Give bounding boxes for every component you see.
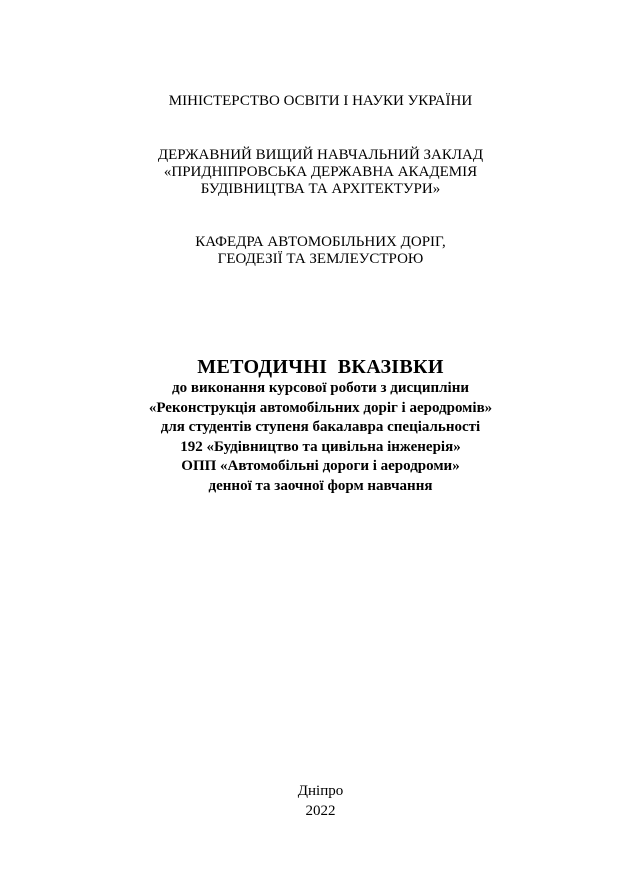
- subtitle-line-4: 192 «Будівництво та цивільна інженерія»: [180, 438, 461, 455]
- department-line-2: ГЕОДЕЗІЇ ТА ЗЕМЛЕУСТРОЮ: [217, 251, 424, 267]
- document-subtitle: [0, 379, 641, 496]
- subtitle-line-2: «Реконструкція автомобільних доріг і аеродромів»: [148, 399, 493, 416]
- ministry-header: [0, 92, 641, 110]
- document-title-text: МЕТОДИЧНІ ВКАЗІВКИ: [197, 356, 444, 378]
- institution-line-3: БУДІВНИЦТВА ТА АРХІТЕКТУРИ»: [200, 181, 441, 197]
- document-footer: [0, 781, 641, 821]
- subtitle-line-1: до виконання курсової роботи з дисципліни: [172, 380, 469, 396]
- institution-line-1: ДЕРЖАВНИЙ ВИЩИЙ НАВЧАЛЬНИЙ ЗАКЛАД: [157, 147, 484, 163]
- department-line-1: КАФЕДРА АВТОМОБІЛЬНИХ ДОРІГ,: [195, 234, 446, 250]
- institution-header: [0, 147, 641, 198]
- document-title: [0, 356, 641, 378]
- institution-line-2: «ПРИДНІПРОВСЬКА ДЕРЖАВНА АКАДЕМІЯ: [163, 164, 478, 180]
- subtitle-line-5: ОПП «Автомобільні дороги і аеродроми»: [181, 458, 460, 474]
- department-header: [0, 234, 641, 268]
- ministry-name: МІНІСТЕРСТВО ОСВІТИ І НАУКИ УКРАЇНИ: [168, 93, 473, 109]
- footer-city: Дніпро: [297, 783, 344, 799]
- subtitle-line-3: для студентів ступеня бакалавра спеціальності: [160, 419, 481, 435]
- subtitle-line-6: денної та заочної форм навчання: [208, 477, 433, 494]
- footer-year: 2022: [305, 803, 336, 819]
